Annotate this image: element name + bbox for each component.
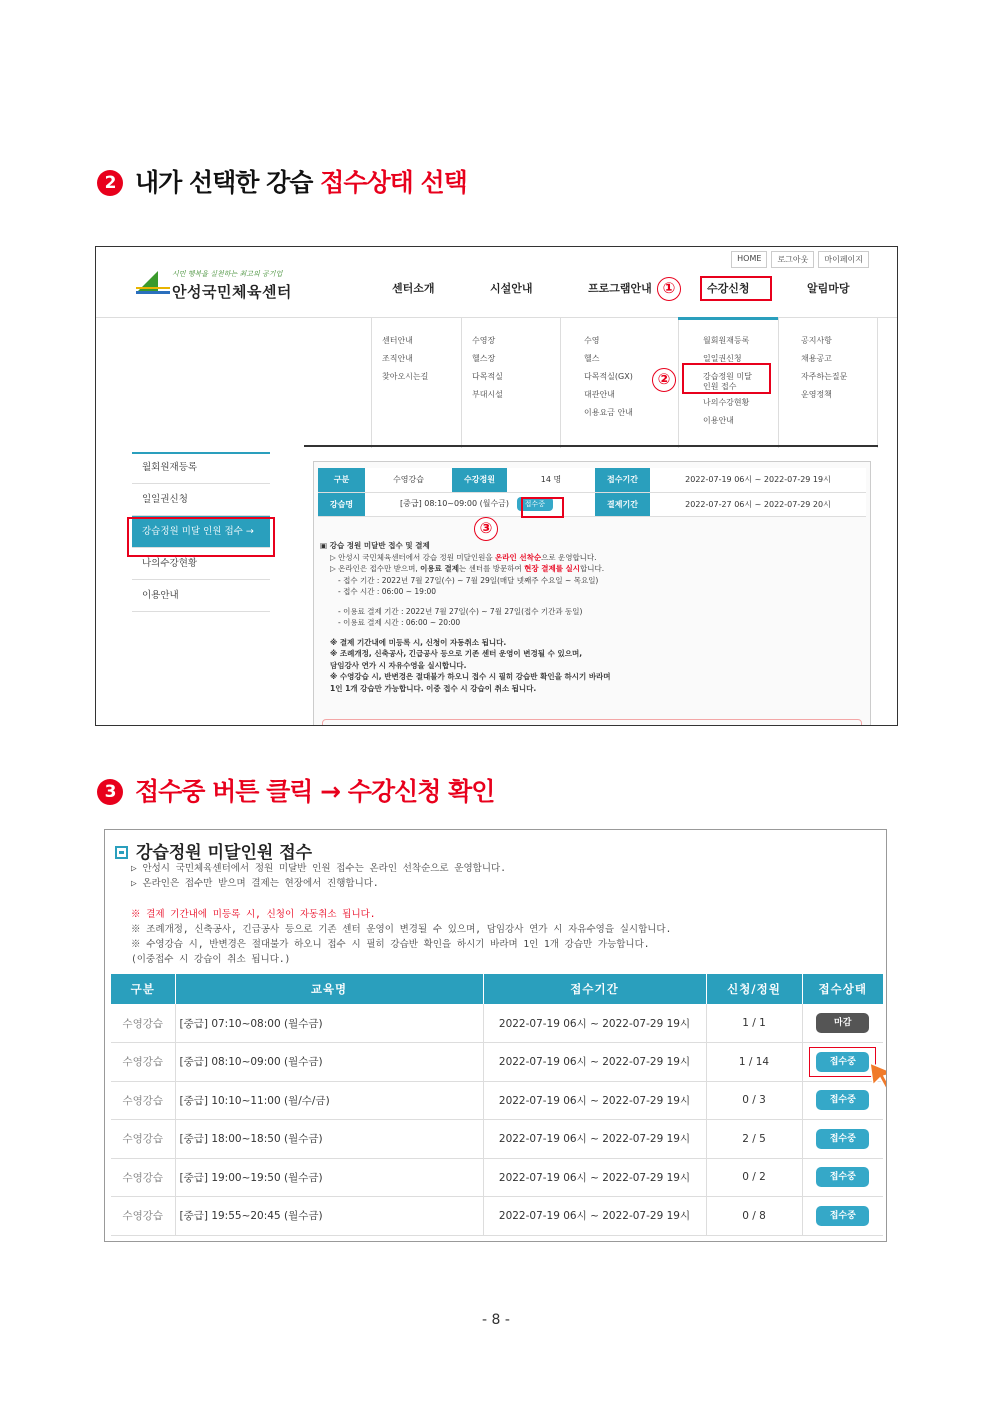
mega-item[interactable]: 헬스 (584, 354, 600, 363)
mega-col-notice (778, 318, 878, 448)
notice-line (320, 552, 611, 564)
th-capacity: 수강정원 (452, 468, 507, 492)
agreement-box (322, 719, 862, 726)
step-3-title-highlight: 접수중 버튼 클릭 → 수강신청 확인 (135, 777, 495, 806)
lnb-item-monthly[interactable]: 월회원재등록 (132, 452, 270, 484)
td-period: 2022-07-19 06시 ~ 2022-07-29 19시 (650, 468, 866, 492)
cell-status (802, 1043, 883, 1082)
notice-span: ▷ 온라인은 접수만 받으며, (330, 564, 421, 573)
mega-item[interactable]: 이용안내 (703, 416, 734, 425)
mega-item[interactable]: 수영 (584, 336, 600, 345)
notice-line: ※ 수영강습 시, 반변경은 절대불가 하오니 접수 시 필히 강습반 확인을 하시기 바라며 (330, 672, 611, 681)
menu-divider (304, 445, 878, 447)
cell-name: [중급] 18:00~18:50 (월수금) (175, 1120, 483, 1159)
cell-period: 2022-07-19 06시 ~ 2022-07-29 19시 (483, 1043, 706, 1082)
mega-item[interactable]: 나의수강현황 (703, 398, 750, 407)
section-title-text: 강습정원 미달인원 접수 (136, 843, 313, 863)
cell-period: 2022-07-19 06시 ~ 2022-07-29 19시 (483, 1081, 706, 1120)
mega-item[interactable]: 대관안내 (584, 390, 615, 399)
mega-item[interactable]: 공지사항 (801, 336, 832, 345)
mega-item[interactable]: 채용공고 (801, 354, 832, 363)
cell-count: 1 / 1 (706, 1004, 802, 1043)
notice-line: 1인 1개 강습만 가능합니다. 이중 접수 시 강습이 취소 됩니다. (330, 683, 537, 693)
step-2-title-text: 내가 선택한 강습 (135, 168, 321, 197)
marker-3: ③ (474, 517, 498, 541)
col-header-status: 접수상태 (802, 974, 883, 1004)
mega-item[interactable]: 다목적실 (472, 372, 503, 381)
marker-1: ① (657, 277, 681, 301)
notice-line: - 이용료 결제 기간 : 2022년 7월 27일(수) ~ 7월 27일(접수 기간과 동일) (338, 606, 583, 616)
highlight-box-selected (809, 1047, 876, 1077)
apply-button[interactable]: 접수중 (816, 1090, 869, 1110)
step-3-heading (97, 772, 494, 808)
home-link[interactable]: HOME (731, 251, 767, 268)
th-gubun: 구분 (318, 468, 365, 492)
cell-name: [중급] 19:00~19:50 (월수금) (175, 1158, 483, 1197)
td-gubun: 수영강습 (365, 468, 452, 492)
utility-links (731, 251, 869, 268)
class-info-table (318, 468, 866, 517)
mega-item[interactable]: 헬스장 (472, 354, 496, 363)
cell-status (802, 1197, 883, 1236)
cell-period: 2022-07-19 06시 ~ 2022-07-29 19시 (483, 1197, 706, 1236)
apply-button[interactable]: 접수중 (816, 1052, 869, 1072)
notice-span: 으로 운영합니다. (541, 552, 597, 562)
cell-period: 2022-07-19 06시 ~ 2022-07-29 19시 (483, 1120, 706, 1159)
mega-item[interactable]: 수영장 (472, 336, 496, 345)
cell-period: 2022-07-19 06시 ~ 2022-07-29 19시 (483, 1158, 706, 1197)
step-number-badge: 2 (97, 170, 123, 196)
selected-apply-wrap (816, 1052, 869, 1072)
cell-count: 2 / 5 (706, 1120, 802, 1159)
gnb-registration[interactable]: 수강신청 (707, 282, 750, 295)
gnb-center-intro[interactable]: 센터소개 (392, 282, 435, 295)
highlight-box-apply (521, 497, 564, 518)
mega-item[interactable]: 자주하는질문 (801, 372, 848, 381)
logo-mark-icon (136, 269, 170, 295)
notice-span: 는 센터를 방문하여 (458, 564, 525, 573)
note-line: ▷ 온라인은 접수만 받으며 결제는 현장에서 진행합니다. (131, 878, 379, 890)
cell-type: 수영강습 (111, 1043, 175, 1082)
page-number: - 8 - (482, 1312, 510, 1328)
cell-count: 0 / 8 (706, 1197, 802, 1236)
cell-status (802, 1120, 883, 1159)
table-row (111, 1043, 883, 1082)
highlight-box-registration (700, 276, 772, 301)
cell-type: 수영강습 (111, 1004, 175, 1043)
cell-type: 수영강습 (111, 1158, 175, 1197)
mega-item-line: 인원 접수 (703, 382, 737, 391)
notice-line: 담임강사 연가 시 자유수영을 실시합니다. (330, 660, 467, 670)
screenshot-site-menu (95, 246, 898, 726)
lnb-item-guide[interactable]: 이용안내 (132, 580, 270, 612)
cell-name: [중급] 10:10~11:00 (월/수/금) (175, 1081, 483, 1120)
mega-col-facility (461, 318, 560, 448)
class-table (111, 974, 883, 1236)
notice-span: 합니다. (580, 564, 605, 573)
mega-item[interactable]: 센터안내 (382, 336, 413, 345)
marker-2: ② (652, 368, 676, 392)
cell-count: 0 / 3 (706, 1081, 802, 1120)
table-row (111, 1120, 883, 1159)
cell-status (802, 1158, 883, 1197)
notice-line (320, 563, 611, 575)
note-line: ▷ 안성시 국민체육센터에서 정원 미달반 인원 접수는 온라인 선착순으로 운영합니다. (131, 863, 506, 874)
logo-slogan: 시민 행복을 실천하는 최고의 공기업 (172, 270, 283, 278)
cell-name: [중급] 08:10~09:00 (월수금) (175, 1043, 483, 1082)
step-2-title-highlight: 접수상태 선택 (320, 168, 467, 197)
gnb-program[interactable]: 프로그램안내 (588, 282, 652, 295)
td-capacity: 14 명 (507, 468, 595, 492)
cell-status (802, 1004, 883, 1043)
step-2-heading (97, 163, 467, 199)
lnb-item-my-status[interactable]: 나의수강현황 (132, 548, 270, 580)
content-panel (313, 461, 871, 726)
th-class: 강습명 (318, 492, 365, 516)
cell-type: 수영강습 (111, 1120, 175, 1159)
mouse-cursor-icon (868, 1061, 887, 1091)
cell-count: 1 / 14 (706, 1043, 802, 1082)
mypage-link[interactable]: 마이페이지 (818, 251, 869, 268)
lnb-item-label: 강습정원 미달 인원 접수 (142, 526, 243, 537)
highlight-box-under-capacity (682, 363, 771, 394)
cell-name: [중급] 19:55~20:45 (월수금) (175, 1197, 483, 1236)
section-title (115, 838, 312, 863)
square-bullet-icon (115, 846, 128, 859)
note-line: ※ 조례개정, 신축공사, 긴급공사 등으로 기존 센터 운영이 변경될 수 있으며, 담임강사 연가 시 자유수영을 실시합니다. (131, 923, 672, 935)
apply-button[interactable]: 접수중 (517, 497, 553, 511)
notice-text (320, 540, 611, 694)
closed-badge: 마감 (816, 1013, 869, 1033)
notice-line: - 접수 시간 : 06:00 ~ 19:00 (338, 587, 437, 596)
mega-item[interactable]: 일일권신청 (703, 354, 742, 363)
col-header-count: 신청/정원 (706, 974, 802, 1004)
logo-name: 안성국민체육센터 (172, 283, 292, 301)
screenshot-class-list (104, 829, 887, 1242)
notice-line: - 이용료 결제 시간 : 06:00 ~ 20:00 (338, 618, 461, 627)
cell-count: 0 / 2 (706, 1158, 802, 1197)
notes (131, 861, 671, 968)
mega-item[interactable]: 운영정책 (801, 390, 832, 399)
cell-type: 수영강습 (111, 1081, 175, 1120)
notice-line: - 접수 기간 : 2022년 7월 27일(수) ~ 7월 29일(매달 넷째주 수요일 ~ 목요일) (338, 575, 599, 585)
mega-item[interactable]: 조직안내 (382, 354, 413, 363)
col-header-period: 접수기간 (483, 974, 706, 1004)
step-number-badge: 3 (97, 779, 123, 805)
table-row (111, 1158, 883, 1197)
active-menu-indicator (678, 317, 778, 320)
notice-emphasis: 현장 결제를 실시 (524, 564, 581, 573)
mega-item-line: 강습정원 미달 (703, 372, 752, 381)
lnb-item-daily[interactable]: 일일권신청 (132, 484, 270, 516)
td-pay: 2022-07-27 06시 ~ 2022-07-29 20시 (650, 492, 866, 516)
notice-span: 이용료 결제 (420, 564, 459, 573)
gnb-facility[interactable]: 시설안내 (490, 282, 533, 295)
notice-span: ▷ 안성시 국민체육센터에서 강습 정원 미달인원을 (330, 552, 495, 562)
apply-button[interactable]: 접수중 (816, 1167, 869, 1187)
cell-period: 2022-07-19 06시 ~ 2022-07-29 19시 (483, 1004, 706, 1043)
note-line: ※ 수영강습 시, 반변경은 절대불가 하오니 접수 시 필히 강습반 확인을 하시기 바라며 1인 1개 강습만 가능합니다. (131, 939, 650, 951)
cell-name: [중급] 07:10~08:00 (월수금) (175, 1004, 483, 1043)
mega-item[interactable]: 이용요금 안내 (584, 408, 633, 417)
class-name: [중급] 08:10~09:00 (월수금) (400, 499, 510, 508)
logout-link[interactable]: 로그아웃 (771, 251, 814, 268)
table-row (111, 1004, 883, 1043)
mega-col-center (371, 318, 461, 448)
table-row (111, 1197, 883, 1236)
cell-type: 수영강습 (111, 1197, 175, 1236)
apply-button[interactable]: 접수중 (816, 1129, 869, 1149)
highlight-box-lnb (127, 517, 275, 557)
notice-line: ※ 조례개정, 신축공사, 긴급공사 등으로 기존 센터 운영이 변경될 수 있으며, (330, 649, 583, 658)
mega-item[interactable]: 월회원재등록 (703, 336, 750, 345)
gnb-notice[interactable]: 알림마당 (807, 282, 850, 295)
mega-item[interactable]: 다목적실(GX) (584, 372, 633, 381)
arrow-right-icon: → (245, 526, 254, 537)
note-line: (이중접수 시 강습이 취소 됩니다.) (131, 954, 291, 966)
notice-head: ▣ 강습 정원 미달반 접수 및 결제 (320, 541, 430, 550)
note-line-warning: ※ 결제 기간내에 미등록 시, 신청이 자동취소 됩니다. (131, 908, 376, 920)
mega-item[interactable]: 찾아오시는길 (382, 372, 429, 381)
col-header-name: 교육명 (175, 974, 483, 1004)
apply-button[interactable]: 접수중 (816, 1206, 869, 1226)
notice-emphasis: 온라인 선착순 (494, 552, 542, 562)
mega-item[interactable]: 부대시설 (472, 390, 503, 399)
mega-menu (96, 317, 898, 447)
notice-line: ※ 결제 기간내에 미등록 시, 신청이 자동취소 됩니다. (330, 637, 507, 647)
th-pay: 결제기간 (595, 492, 650, 516)
col-header-type: 구분 (111, 974, 175, 1004)
th-period: 접수기간 (595, 468, 650, 492)
table-row (111, 1081, 883, 1120)
